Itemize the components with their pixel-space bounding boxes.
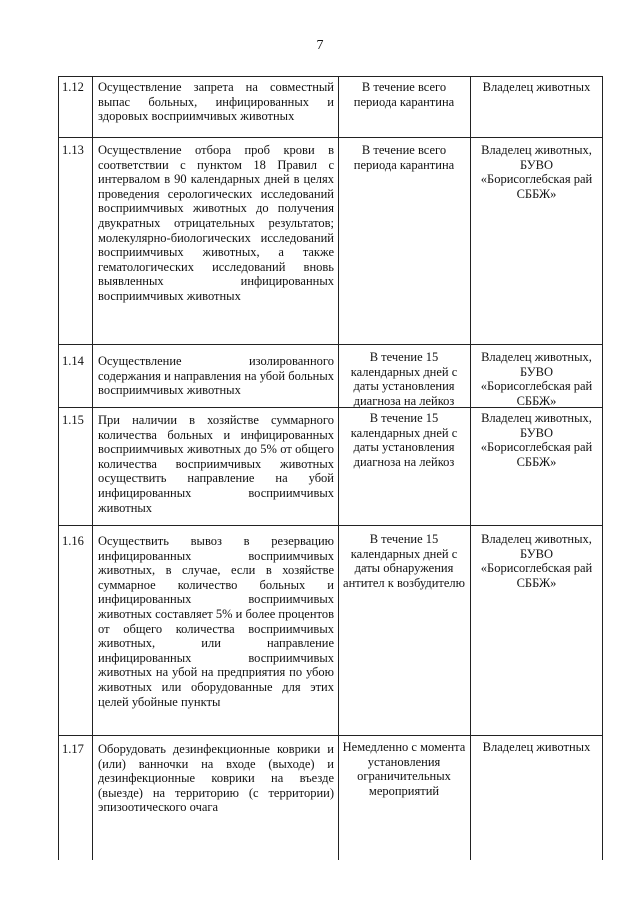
row-number: 1.15 bbox=[62, 413, 84, 427]
row-term: Немедленно с момента установления ограничительных мероприятий bbox=[342, 740, 466, 798]
row-responsible: Владелец животных, БУВО «Борисоглебская рай СББЖ» bbox=[480, 532, 593, 590]
row-action: Осуществление запрета на совместный выпас больных, инфицированных и здоровых восприимчивых животных bbox=[98, 80, 334, 124]
row-term: В течение 15 календарных дней с даты установления диагноза на лейкоз bbox=[350, 350, 458, 408]
page-number: 7 bbox=[316, 38, 324, 53]
row-action: Осуществить вывоз в резервацию инфицированных восприимчивых животных, в случае, если в хозяйстве суммарное количество больных и инфицированных восприимчивых животных составляет 5% и более процентов от общего количества восприимчивых животных, или направление инфицированных восприимчивых животных на убой на предприятия по убою животных или оборудованные для этих целей убойные пункты bbox=[98, 534, 334, 709]
row-number: 1.14 bbox=[62, 354, 84, 368]
row-action: Осуществление изолированного содержания и направления на убой больных восприимчивых животных bbox=[98, 354, 334, 398]
row-number: 1.17 bbox=[62, 742, 84, 756]
row-separator bbox=[58, 735, 603, 736]
row-number: 1.12 bbox=[62, 80, 84, 94]
table-top-border bbox=[58, 76, 603, 77]
row-responsible: Владелец животных, БУВО «Борисоглебская рай СББЖ» bbox=[480, 143, 593, 201]
row-action: Оборудовать дезинфекционные коврики и (или) ванночки на входе (выходе) и дезинфекционные коврики на въезде (выезде) на территорию (с территории) эпизоотического очага bbox=[98, 742, 334, 815]
row-term: В течение всего периода карантина bbox=[353, 80, 455, 109]
row-term: В течение всего периода карантина bbox=[353, 143, 455, 172]
row-responsible: Владелец животных, БУВО «Борисоглебская рай СББЖ» bbox=[480, 411, 593, 469]
row-separator bbox=[58, 525, 603, 526]
row-responsible: Владелец животных bbox=[482, 80, 591, 94]
row-action: При наличии в хозяйстве суммарного количества больных и инфицированных восприимчивых животных до 5% от общего количества восприимчивых животных осуществить направление на убой инфицированных восприимчивых животных bbox=[98, 413, 334, 515]
row-responsible: Владелец животных, БУВО «Борисоглебская рай СББЖ» bbox=[480, 350, 593, 408]
row-separator bbox=[58, 137, 603, 138]
row-separator bbox=[58, 344, 603, 345]
row-action: Осуществление отбора проб крови в соответствии с пунктом 18 Правил с интервалом в 90 календарных дней в целях проведения серологических исследований восприимчивых животных до получения двукратных отрицательных результатов; молекулярно-биологических исследований восприимчивых животных, а также гематологических исследований вновь выявленных инфицированных восприимчивых животных bbox=[98, 143, 334, 303]
row-responsible: Владелец животных bbox=[482, 740, 591, 754]
row-number: 1.16 bbox=[62, 534, 84, 548]
row-term: В течение 15 календарных дней с даты обнаружения антител к возбудителю bbox=[343, 532, 465, 590]
row-term: В течение 15 календарных дней с даты установления диагноза на лейкоз bbox=[350, 411, 458, 469]
row-number: 1.13 bbox=[62, 143, 84, 157]
